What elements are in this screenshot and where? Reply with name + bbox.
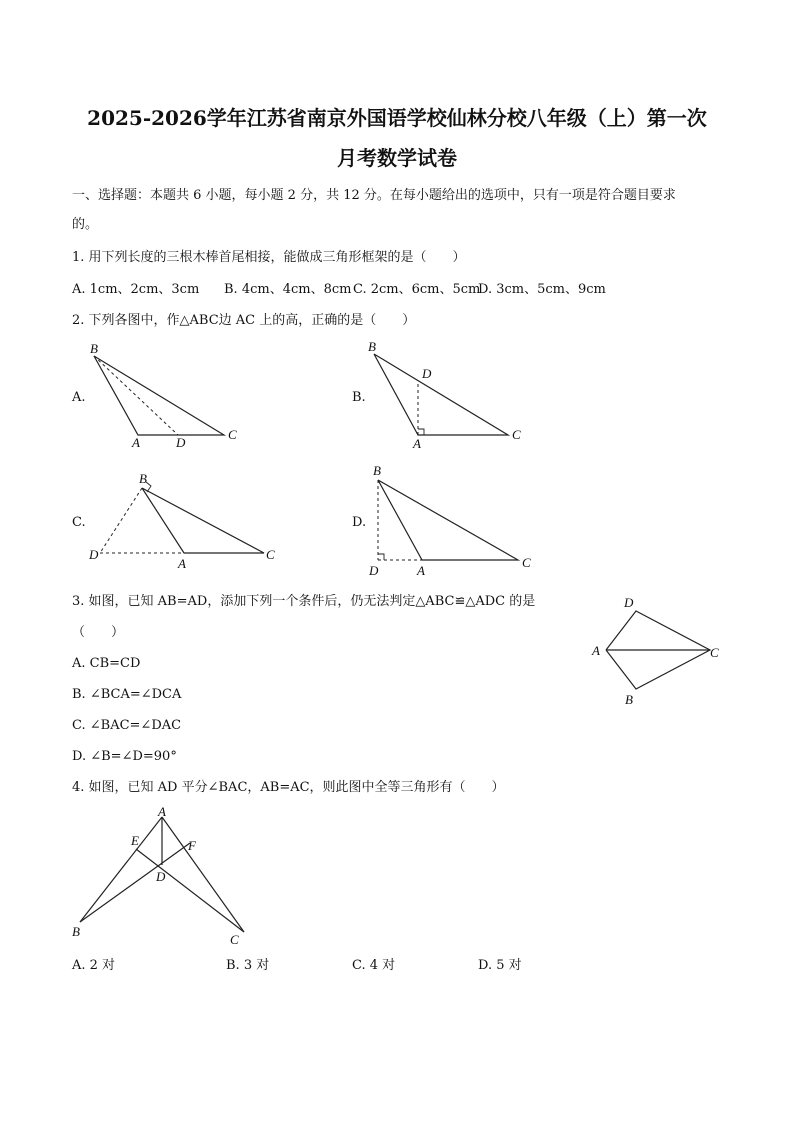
q3-option-c[interactable]: C. ∠BAC=∠DAC [72, 718, 182, 733]
fig-c-point-a: A [178, 556, 186, 571]
q2-figure-b [362, 338, 542, 451]
q4-option-d[interactable]: D. 5 对 [478, 958, 522, 973]
fig3-point-c: C [710, 645, 719, 660]
fig4-point-e: E [131, 833, 139, 848]
fig-b-point-a: A [413, 436, 421, 451]
fig-a-point-d: D [176, 435, 186, 450]
q4-option-c[interactable]: C. 4 对 [352, 958, 396, 973]
fig-d-point-c: C [522, 555, 531, 570]
fig4-point-a: A [158, 804, 166, 819]
fig-a-point-c: C [228, 427, 237, 442]
fig-b-point-c: C [512, 427, 521, 442]
q2-label-d[interactable]: D. [352, 515, 367, 530]
fig-c-point-b: B [139, 471, 147, 486]
q2-figure-d [364, 460, 564, 580]
section-heading-cont: 的。 [72, 217, 99, 232]
section-heading: 一、选择题：本题共 6 小题，每小题 2 分，共 12 分。在每小题给出的选项中，只有一项是符合题目要求 [72, 188, 676, 203]
fig3-point-d: D [624, 595, 634, 610]
fig4-point-b: B [72, 924, 80, 939]
q3-figure [592, 597, 732, 707]
fig-a-point-b: B [90, 341, 98, 356]
q3-option-d[interactable]: D. ∠B=∠D=90° [72, 749, 177, 764]
fig-d-point-d: D [369, 563, 379, 578]
fig4-point-d: D [156, 869, 166, 884]
fig-d-point-b: B [373, 463, 381, 478]
q2-label-c[interactable]: C. [72, 515, 86, 530]
fig-b-point-d: D [422, 366, 432, 381]
question-1-stem: 1. 用下列长度的三根木棒首尾相接，能做成三角形框架的是（ ） [72, 250, 466, 265]
q2-figure-a [82, 340, 252, 450]
q3-option-b[interactable]: B. ∠BCA=∠DCA [72, 687, 182, 702]
q2-figure-c [82, 470, 282, 580]
question-3-stem-cont: （ ） [72, 625, 125, 640]
fig-c-point-d: D [89, 547, 99, 562]
question-2-stem: 2. 下列各图中，作△ABC边 AC 上的高，正确的是（ ） [72, 313, 416, 328]
q1-option-d[interactable]: D. 3cm、5cm、9cm [478, 282, 606, 297]
fig-c-point-c: C [266, 547, 275, 562]
page-title-line1: 2025-2026学年江苏省南京外国语学校仙林分校八年级（上）第一次 [87, 106, 707, 130]
q1-option-a[interactable]: A. 1cm、2cm、3cm [72, 282, 200, 297]
question-3-stem: 3. 如图，已知 AB=AD，添加下列一个条件后，仍无法判定△ABC≌△ADC 的是 [72, 594, 536, 609]
fig-b-point-b: B [368, 339, 376, 354]
q3-option-a[interactable]: A. CB=CD [72, 656, 141, 671]
fig-a-point-a: A [132, 435, 140, 450]
fig4-point-c: C [230, 932, 239, 947]
fig3-point-b: B [625, 692, 633, 707]
q2-label-a[interactable]: A. [72, 390, 86, 405]
fig3-point-a: A [592, 643, 600, 658]
q1-option-c[interactable]: C. 2cm、6cm、5cm [353, 282, 481, 297]
q4-option-b[interactable]: B. 3 对 [226, 958, 270, 973]
q1-option-b[interactable]: B. 4cm、4cm、8cm [224, 282, 352, 297]
q4-option-a[interactable]: A. 2 对 [72, 958, 116, 973]
fig4-point-f: F [188, 838, 196, 853]
q2-label-b[interactable]: B. [352, 390, 366, 405]
fig-d-point-a: A [417, 563, 425, 578]
q4-figure [68, 805, 268, 950]
page-title-line2: 月考数学试卷 [337, 146, 457, 170]
question-4-stem: 4. 如图，已知 AD 平分∠BAC，AB=AC，则此图中全等三角形有（ ） [72, 780, 505, 795]
